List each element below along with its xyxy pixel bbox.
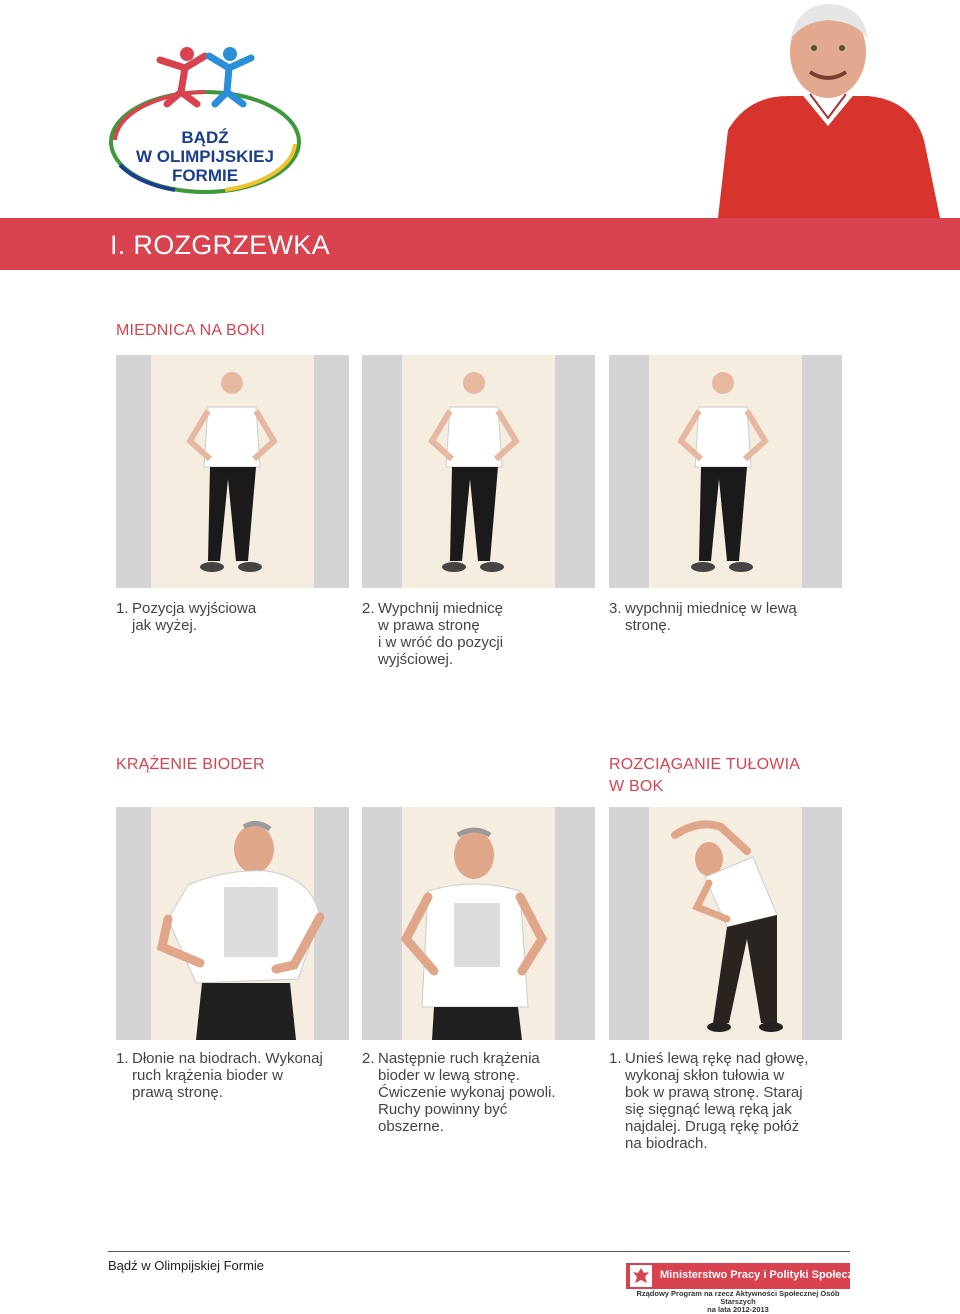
- ministry-program-line-1: Rządowy Program na rzecz Aktywności Społecznej Osób Starszych: [636, 1289, 840, 1306]
- caption-miednica-1: [116, 600, 346, 634]
- caption-number: 1.: [116, 1050, 129, 1067]
- section-title-krazenie: KRĄŻENIE BIODER: [116, 756, 265, 773]
- logo-line-1: BĄDŹ: [181, 128, 229, 147]
- section-title-line-1: ROZCIĄGANIE TUŁOWIA: [609, 756, 801, 773]
- program-logo: [105, 40, 305, 190]
- caption-number: 2.: [362, 1050, 375, 1067]
- exercise-photo-miednica-2: [362, 355, 595, 588]
- caption-krazenie-2: [362, 1050, 602, 1135]
- ministry-program-line-2: na lata 2012-2013: [707, 1305, 769, 1314]
- exercise-photo-krazenie-2: [362, 807, 595, 1040]
- exercise-photo-miednica-3: [609, 355, 842, 588]
- exercise-photo-miednica-1: [116, 355, 349, 588]
- footer-divider: [108, 1251, 850, 1252]
- section-banner: [0, 218, 960, 270]
- caption-text: Pozycja wyjściowa jak wyżej.: [132, 600, 257, 634]
- ministry-name: Ministerstwo Pracy i Polityki Społecznej: [660, 1269, 870, 1281]
- caption-miednica-2: [362, 600, 592, 668]
- caption-miednica-3: [609, 600, 849, 634]
- caption-number: 3.: [609, 600, 622, 617]
- caption-number: 1.: [116, 600, 129, 617]
- caption-number: 2.: [362, 600, 375, 617]
- caption-text: Wypchnij miednicę w prawa stronę i w wróć do pozycji wyjściowej.: [378, 600, 504, 668]
- caption-text: Unieś lewą rękę nad głowę, wykonaj skłon tułowia w bok w prawą stronę. Staraj się sięgnąć lewą ręką jak najdalej. Drugą rękę połóż na biodrach.: [625, 1050, 809, 1152]
- eagle-emblem-icon: [630, 1265, 652, 1287]
- caption-krazenie-1: [116, 1050, 356, 1101]
- ministry-program: [626, 1290, 850, 1314]
- banner-title: I. ROZGRZEWKA: [110, 230, 330, 260]
- caption-text: Dłonie na biodrach. Wykonaj ruch krążenia bioder w prawą stronę.: [132, 1050, 323, 1101]
- caption-text: wypchnij miednicę w lewą stronę.: [625, 600, 797, 634]
- section-title-line-2: W BOK: [609, 778, 664, 795]
- header-portrait-photo: [718, 0, 940, 218]
- caption-rozciaganie-1: [609, 1050, 849, 1152]
- section-title-miednica: MIEDNICA NA BOKI: [116, 322, 266, 339]
- exercise-photo-rozciaganie-1: [609, 807, 842, 1040]
- exercise-photo-krazenie-1: [116, 807, 349, 1040]
- caption-number: 1.: [609, 1050, 622, 1067]
- ministry-bar: [626, 1263, 870, 1289]
- logo-line-3: FORMIE: [171, 166, 239, 185]
- caption-text: Następnie ruch krążenia bioder w lewą stronę. Ćwiczenie wykonaj powoli. Ruchy powinny być obszerne.: [378, 1050, 556, 1135]
- section-title-rozciaganie: [609, 754, 800, 798]
- ministry-logo: [626, 1263, 870, 1314]
- logo-text: [105, 128, 305, 185]
- footer-text: Bądź w Olimpijskiej Formie: [108, 1258, 265, 1273]
- logo-line-2: W OLIMPIJSKIEJ: [136, 147, 274, 166]
